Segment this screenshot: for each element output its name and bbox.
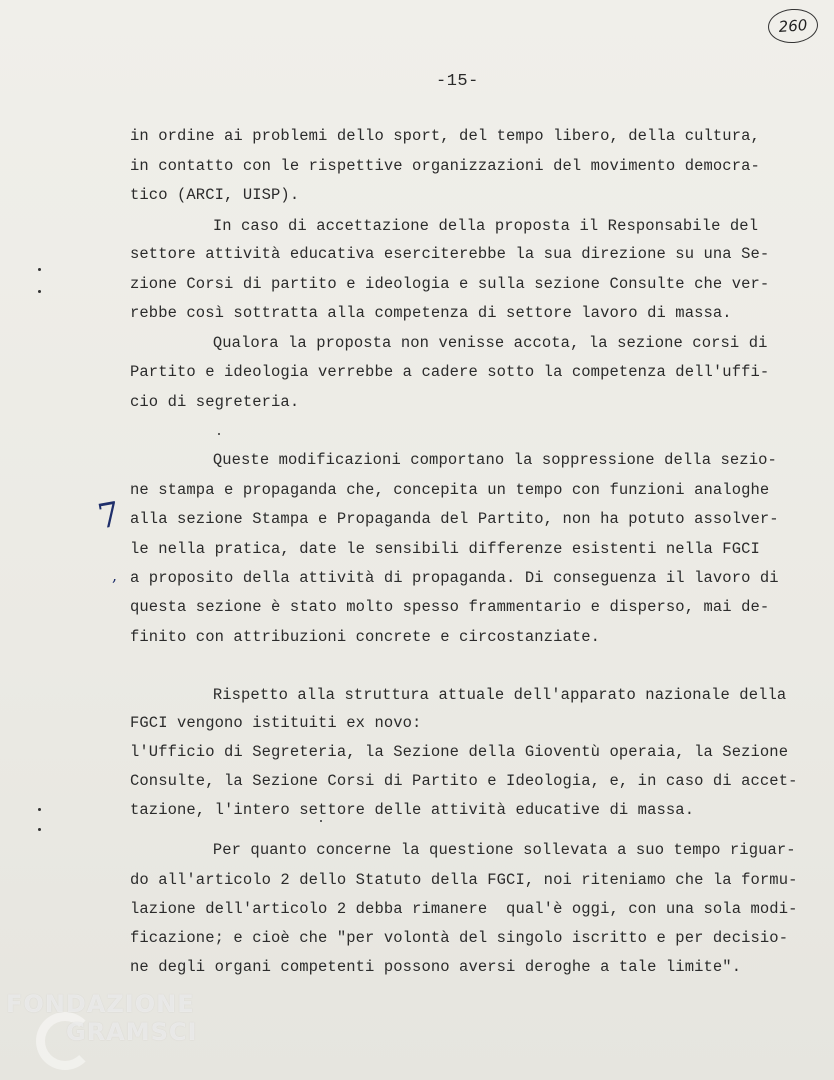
text-line: ne stampa e propaganda che, concepita un tempo con funzioni analoghe [130, 481, 770, 499]
text-line: Qualora la proposta non venisse accota, la sezione corsi di [100, 334, 768, 352]
margin-dot [218, 433, 220, 435]
text-line: do all'articolo 2 dello Statuto della FGCI, noi riteniamo che la formu- [130, 871, 798, 889]
text-line: in contatto con le rispettive organizzazioni del movimento democra- [130, 157, 760, 175]
text-line: Queste modificazioni comportano la soppressione della sezio- [100, 451, 777, 469]
g-logo-icon [36, 1012, 94, 1070]
faint-background-watermark [440, 540, 834, 700]
text-line: ne degli organi competenti possono aversi deroghe a tale limite". [130, 958, 742, 976]
handwritten-margin-mark: 7 [94, 494, 123, 538]
margin-tick-mark: , [112, 566, 118, 585]
text-line: Partito e ideologia verrebbe a cadere sotto la competenza dell'uffi- [130, 363, 770, 381]
margin-dot [320, 820, 322, 822]
text-line: zione Corsi di partito e ideologia e sulla sezione Consulte che ver- [130, 275, 770, 293]
text-line: tazione, l'intero settore delle attività educative di massa. [130, 801, 695, 819]
archive-number-stamp: 260 [767, 7, 819, 44]
text-line: rebbe così sottratta alla competenza di settore lavoro di massa. [130, 304, 732, 322]
text-line: lazione dell'articolo 2 debba rimanere qual'è oggi, con una sola modi- [130, 900, 798, 918]
page-number: -15- [436, 72, 479, 91]
text-line: alla sezione Stampa e Propaganda del Partito, non ha potuto assolver- [130, 510, 779, 528]
text-line: a proposito della attività di propaganda. Di conseguenza il lavoro di [130, 569, 779, 587]
margin-dot [38, 268, 41, 271]
text-line: questa sezione è stato molto spesso frammentario e disperso, mai de- [130, 598, 770, 616]
text-line: FGCI vengono istituiti ex novo: [130, 714, 422, 732]
fondazione-gramsci-watermark-logo [6, 990, 216, 1076]
text-line: settore attività educativa eserciterebbe la sua direzione su una Se- [130, 245, 770, 263]
margin-dot [38, 808, 41, 811]
text-line: in ordine ai problemi dello sport, del tempo libero, della cultura, [130, 127, 760, 145]
text-line: le nella pratica, date le sensibili differenze esistenti nella FGCI [130, 540, 760, 558]
watermark-line-1: FONDAZIONE [6, 990, 195, 1018]
text-line: In caso di accettazione della proposta il Responsabile del [100, 217, 759, 235]
margin-dot [38, 290, 41, 293]
margin-dot [38, 828, 41, 831]
text-line: Consulte, la Sezione Corsi di Partito e Ideologia, e, in caso di accet- [130, 772, 798, 790]
text-line: l'Ufficio di Segreteria, la Sezione della Gioventù operaia, la Sezione [130, 743, 789, 761]
text-line: Per quanto concerne la questione sollevata a suo tempo riguar- [100, 841, 796, 859]
watermark-line-2: GRAMSCI [66, 1018, 198, 1046]
text-line: finito con attribuzioni concrete e circostanziate. [130, 628, 601, 646]
text-line: ficazione; e cioè che "per volontà del singolo iscritto e per decisio- [130, 929, 789, 947]
text-line: tico (ARCI, UISP). [130, 186, 300, 204]
text-line: cio di segreteria. [130, 393, 300, 411]
text-line: Rispetto alla struttura attuale dell'apparato nazionale della [100, 686, 787, 704]
